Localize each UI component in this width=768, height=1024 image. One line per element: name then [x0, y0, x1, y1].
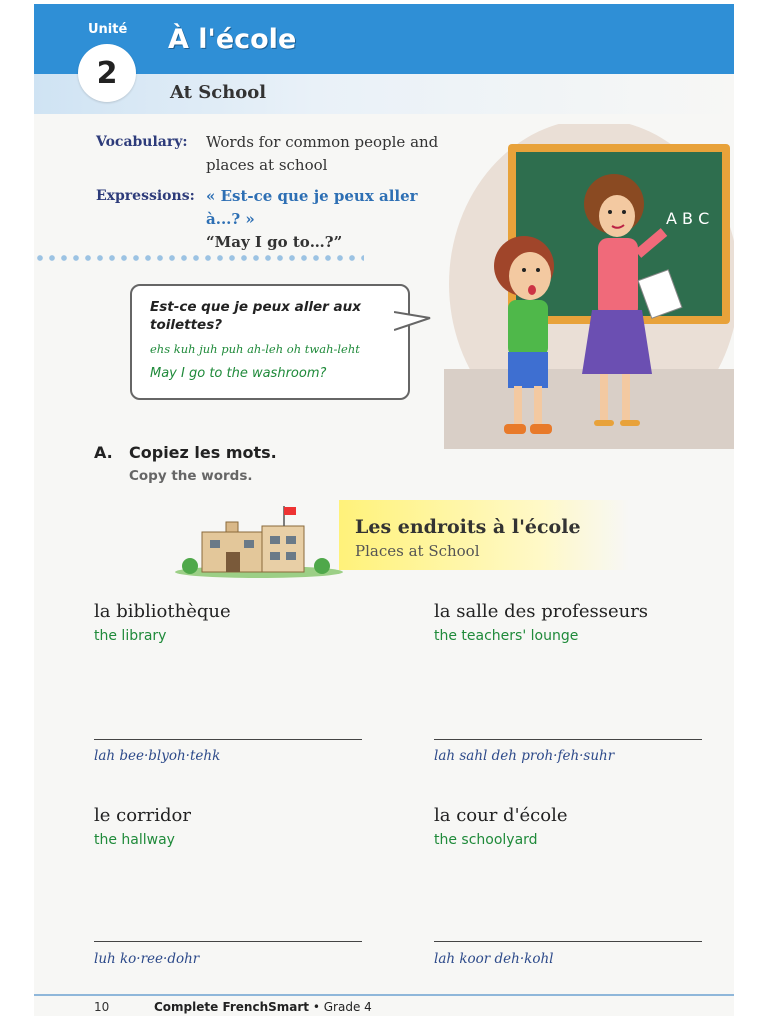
- dotted-divider: [34, 254, 364, 262]
- word-pronunciation: lah sahl deh proh·feh·suhr: [434, 748, 615, 764]
- word-french: le corridor: [94, 805, 191, 826]
- footer-book-title: [154, 1000, 372, 1014]
- vocabulary-text: Words for common people and places at school: [206, 133, 439, 174]
- word-french: la salle des professeurs: [434, 601, 649, 622]
- header-band-light: [34, 74, 734, 114]
- word-pronunciation: luh ko·ree·dohr: [94, 951, 200, 967]
- book-title: Complete FrenchSmart: [154, 1000, 310, 1014]
- unit-number-badge: [78, 44, 136, 102]
- bubble-french: Est-ce que je peux aller aux toilettes?: [150, 299, 361, 333]
- section-a-subtitle: Copy the words.: [129, 468, 253, 484]
- lesson-subtitle: At School: [170, 82, 267, 103]
- workbook-page: [34, 4, 734, 1016]
- expressions-text: [206, 185, 456, 254]
- page-number: 10: [94, 1000, 110, 1014]
- school-building-icon: [174, 504, 344, 578]
- writing-line[interactable]: [94, 941, 362, 942]
- section-a-title: Copiez les mots.: [129, 443, 277, 462]
- word-english: the library: [94, 628, 167, 644]
- word-pronunciation: lah koor deh·kohl: [434, 951, 554, 967]
- expressions-label: Expressions:: [96, 188, 195, 204]
- writing-line[interactable]: [434, 739, 702, 740]
- word-french: la bibliothèque: [94, 601, 231, 622]
- word-english: the schoolyard: [434, 832, 538, 848]
- classroom-illustration: [444, 124, 734, 454]
- word-french: la cour d'école: [434, 805, 568, 826]
- vocabulary-label: Vocabulary:: [96, 134, 188, 150]
- expression-french: « Est-ce que je peux aller à...? »: [206, 187, 418, 228]
- section-a-letter: A.: [94, 443, 113, 462]
- lesson-title: À l'école: [168, 24, 297, 55]
- places-title-english: Places at School: [355, 542, 480, 560]
- chalkboard-text: A B C: [666, 209, 710, 228]
- bubble-pronunciation: ehs kuh juh puh ah-leh oh twah-leht: [150, 342, 360, 356]
- writing-line[interactable]: [94, 739, 362, 740]
- places-title-french: Les endroits à l'école: [355, 516, 581, 538]
- unit-label: Unité: [88, 22, 128, 37]
- word-pronunciation: lah bee·blyoh·tehk: [94, 748, 221, 764]
- header-band: [34, 4, 734, 74]
- writing-line[interactable]: [434, 941, 702, 942]
- speech-bubble: [130, 284, 410, 400]
- expression-english: “May I go to…?”: [206, 233, 343, 251]
- footer-divider: [34, 994, 734, 996]
- places-heading-box: [339, 500, 629, 570]
- unit-number: 2: [96, 55, 118, 91]
- bubble-english: May I go to the washroom?: [150, 366, 327, 381]
- book-grade: • Grade 4: [309, 1000, 372, 1014]
- speech-bubble-tail: [394, 308, 434, 338]
- word-english: the teachers' lounge: [434, 628, 579, 644]
- word-english: the hallway: [94, 832, 175, 848]
